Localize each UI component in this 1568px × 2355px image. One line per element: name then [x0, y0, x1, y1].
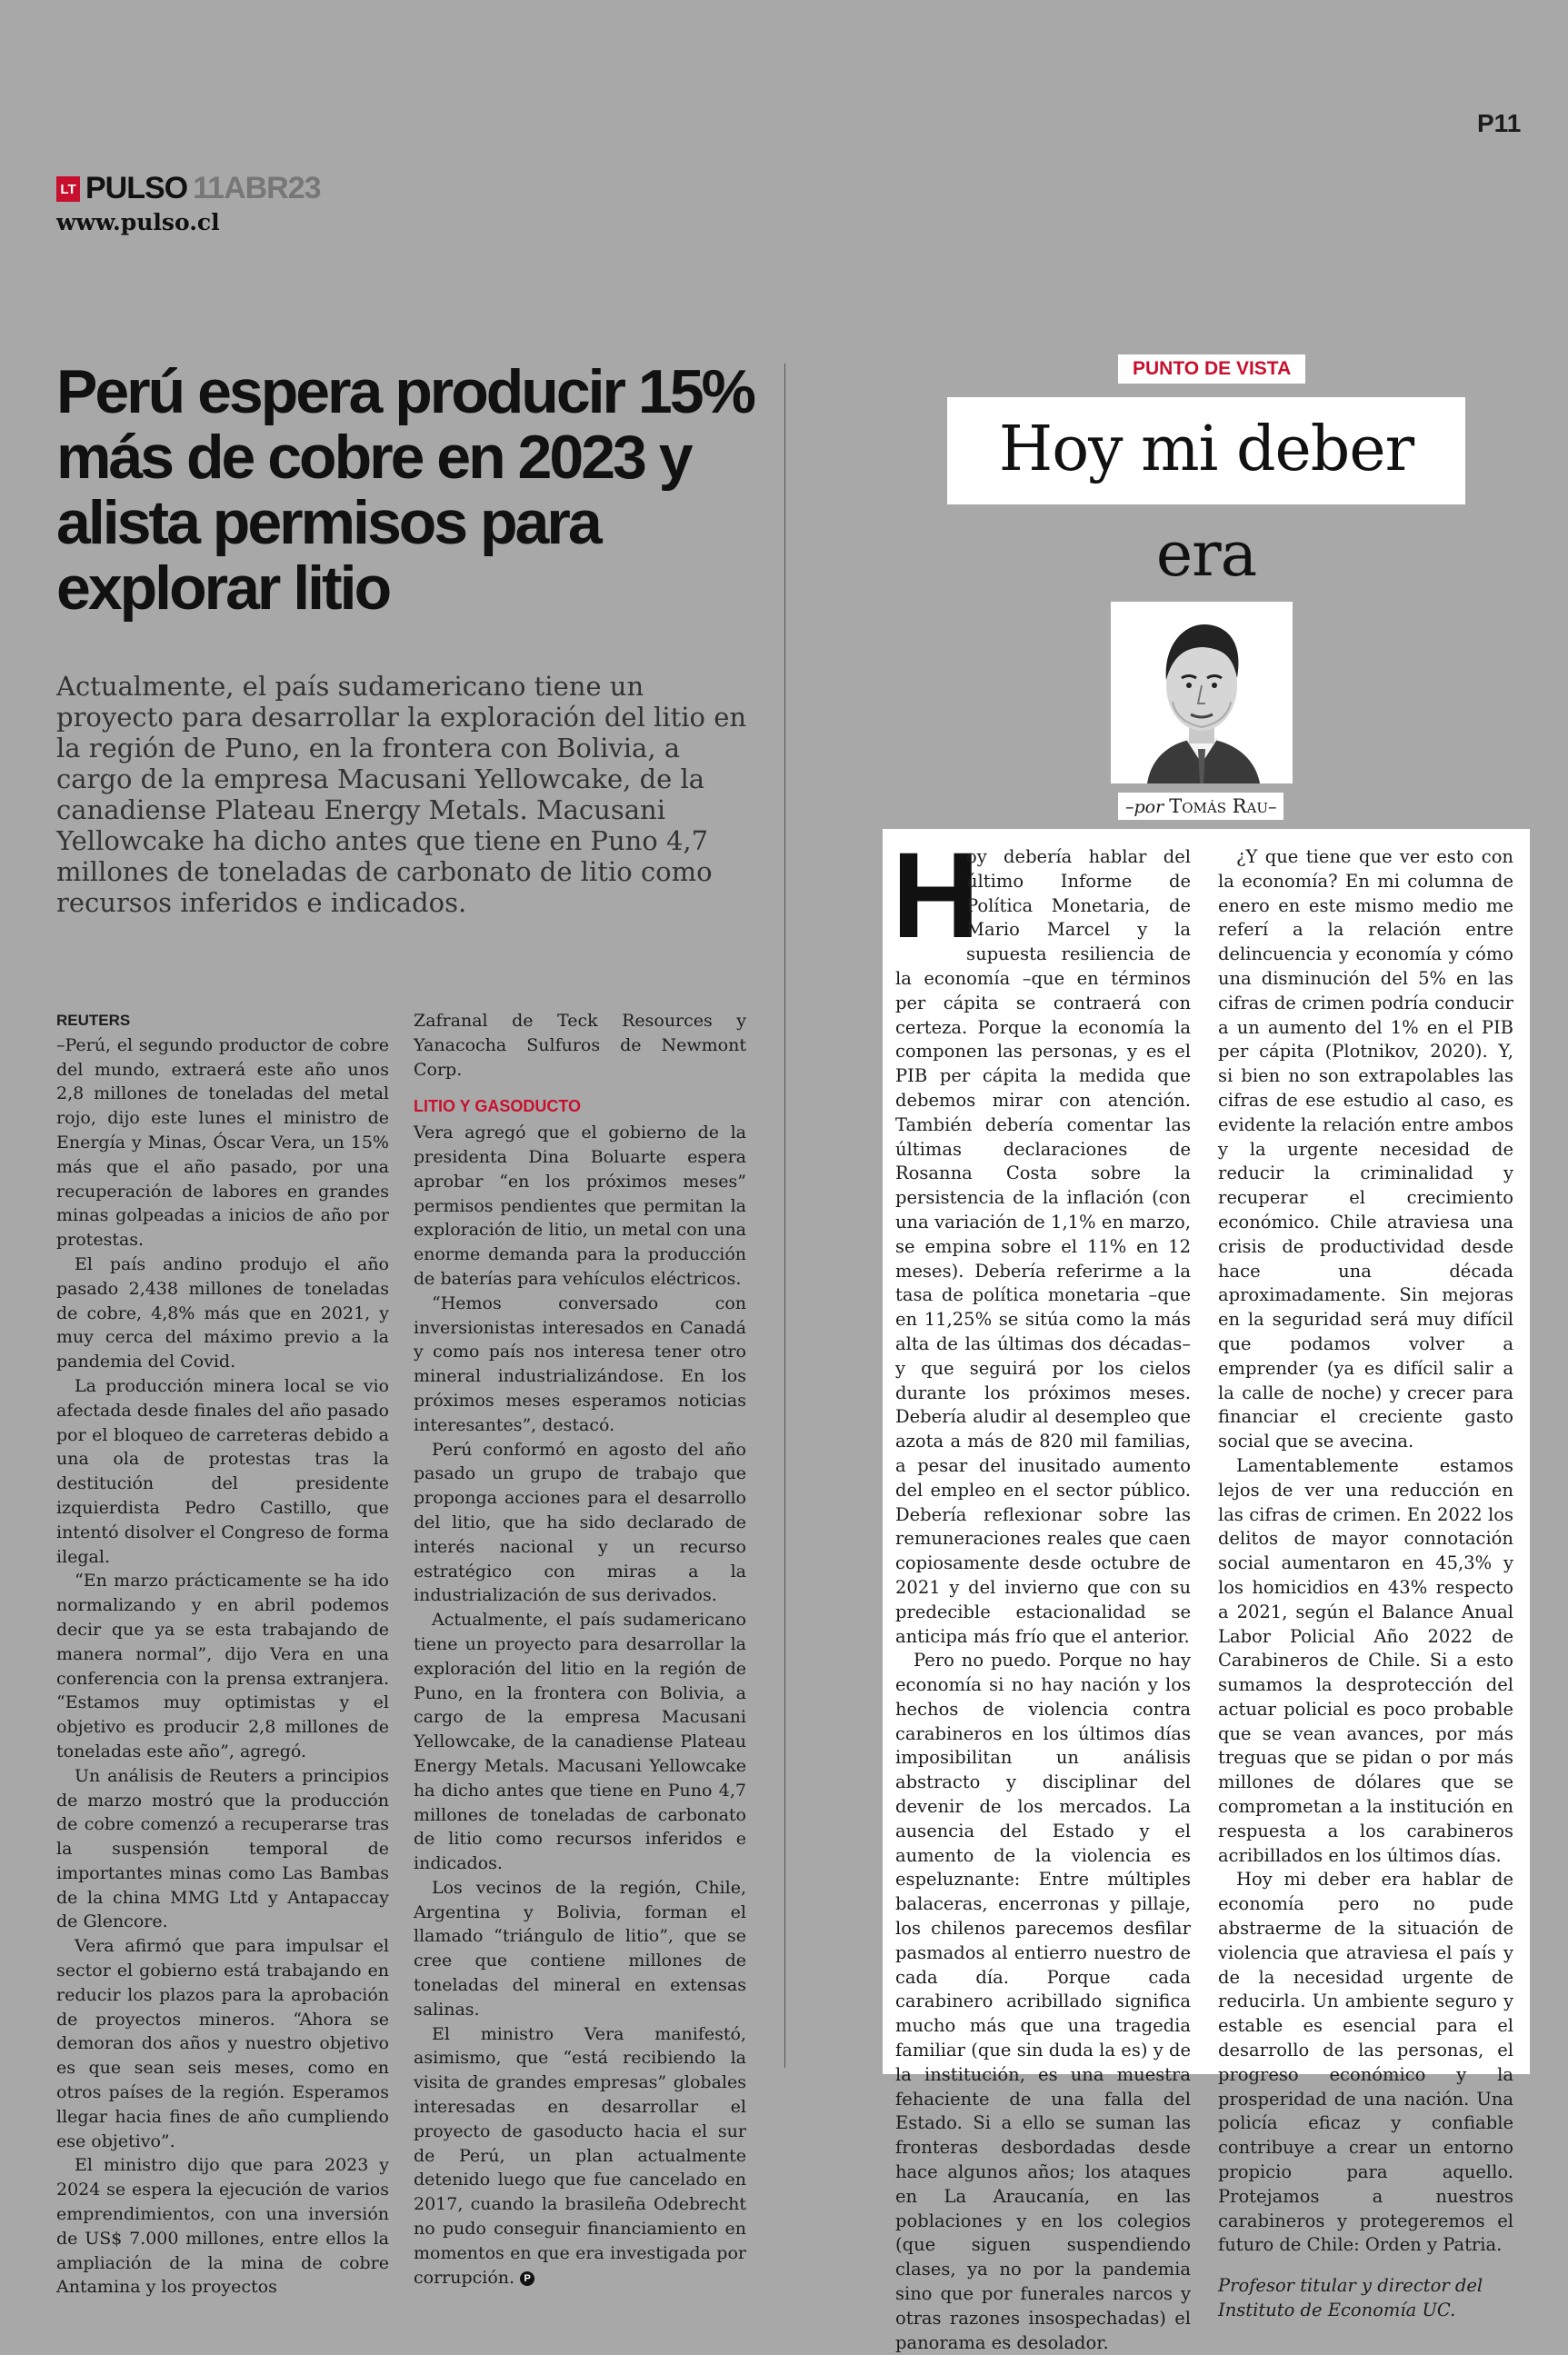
opinion-byline [1118, 793, 1283, 820]
paragraph-text: oy debería hablar del último Informe de Política Monetaria, de Mario Marcel y la supuesta resiliencia de la economía –que en términos per cápita se contraerá con certeza. Porque la economía la componen las personas, y es el PIB per cápita la medida que debemos mirar con atención. También debería comentar las últimas declaraciones de Rosanna Costa sobre la persistencia de la inflación (con una variación de 1,1% en marzo, se empina sobre el 11% en 12 meses). Debería referirme a la tasa de política monetaria –que en 11,25% se sitúa como la más alta de las últimas dos décadas– y que seguirá por los cielos durante los próximos meses. Debería aludir al desempleo que azota a más de 820 mil familias, a pesar del inusitado aumento del empleo en el sector público. Debería reflexionar sobre las remuneraciones reales que caen copiosamente desde octubre de 2021 y del invierno que con su predecible estacionalidad se anticipa más frío que el anterior. [895, 846, 1191, 1647]
article-headline: Perú espera producir 15% más de cobre en 2023 y alista permisos para explorar litio [56, 357, 754, 623]
opinion-kicker: PUNTO DE VISTA [1118, 354, 1305, 384]
paragraph: El ministro dijo que para 2023 y 2024 se espera la ejecución de varios emprendimientos, con una inversión de US$ 7.000 millones, entre ellos la ampliación de la mina de cobre Antamina y los proyectos [56, 2155, 389, 2298]
drop-cap: H [892, 828, 980, 963]
paragraph: ¿Y que tiene que ver esto con la economía? En mi columna de enero en este mismo medio me referí a la relación entre delincuencia y economía y cómo una disminución del 5% en las cifras de crimen podría conducir a un aumento del 1% en el PIB per cápita (Plotnikov, 2020). Y, si bien no son extrapolables las cifras de ese estudio al caso, es evidente la relación entre ambos y la urgente necesidad de reducir la criminalidad y recuperar el crecimiento económico. Chile atraviesa una crisis de productividad desde hace una década aproximadamente. Sin mejoras en la seguridad será muy difícil que podamos volver a emprender (ya es difícil salir a la calle de noche) y crecer para financiar el creciente gasto social que se avecina. [1218, 846, 1513, 1452]
paragraph-last [414, 2022, 746, 2290]
paragraph: Pero no puedo. Porque no hay economía si no hay nación y los hechos de violencia contra carabineros en los últimos días imposibilitan un análisis abstracto y disciplinar del devenir de los mercados. La ausencia del Estado y el aumento de la violencia es espeluznante: Entre múltiples balaceras, encerronas y pillaje, los chilenos parecemos desfilar pasmados al entierro nuestro de cada día. Porque cada carabinero acribillado significa mucho más que una tragedia familiar (que sin duda la es) y de la institución, es una muestra fehaciente de una falla del Estado. Si a ello se suman las fronteras desbordadas desde hace algunos años; los ataques en La Araucanía, en las poblaciones y en los colegios (que siguen suspendiendo clases, ya no por la pandemia sino que por funerales narcos y otras razones insospechadas) el panorama es desolador. [895, 1650, 1191, 2353]
opinion-column-2 [1218, 845, 1513, 2323]
lt-logo: LT [56, 176, 80, 202]
paragraph-first [892, 828, 1191, 1649]
article-byline: REUTERS [56, 1012, 131, 1029]
author-portrait [1111, 602, 1293, 783]
paragraph: “Hemos conversado con inversionistas interesados en Canadá y como país nos interesa tener otro mineral industrializándose. En los próximos meses esperamos noticias interesantes”, destacó. [414, 1292, 746, 1435]
paragraph: Vera agregó que el gobierno de la presidenta Dina Boluarte espera aprobar “en los próximos meses” permisos pendientes que permitan la exploración de litio, un metal con una enorme demanda para la producción de baterías para vehículos eléctricos. [414, 1123, 746, 1289]
author-portrait-illustration [1111, 602, 1293, 783]
paragraph: Lamentablemente estamos lejos de ver una reducción en las cifras de crimen. En 2022 los delitos de mayor connotación social aumentaron en 45,3% y los homicidios en 43% respecto a 2021, según el Balance Anual Labor Policial Año 2022 de Carabineros de Chile. Si a esto sumamos la desprotección del actuar policial es poco probable que se vean avances, por más treguas que se pidan o por más millones de dólares que se comprometan a la institución en respuesta a los carabineros acribillados en los últimos días. [1218, 1454, 1513, 1866]
masthead-title: PULSO [85, 171, 188, 205]
paragraph: El país andino produjo el año pasado 2,438 millones de toneladas de cobre, 4,8% más que en 2021, y muy cerca del máximo previo a la pandemia del Covid. [56, 1253, 389, 1372]
article-column-1 [56, 1009, 389, 2300]
paragraph-text: El ministro Vera manifestó, asimismo, que “está recibiendo la visita de grandes empresas” globales interesadas en desarrollar el proyecto de gasoducto hacia el sur de Perú, un plan actualmente detenido luego que fue cancelado en 2017, cuando la brasileña Odebrecht no pudo conseguir financiamiento en momentos en que era investigada por corrupción. [414, 2023, 746, 2288]
masthead [56, 171, 321, 206]
column-divider [784, 364, 785, 2068]
paragraph: Actualmente, el país sudamericano tiene un proyecto para desarrollar la exploración del litio en la región de Puno, en la frontera con Bolivia, a cargo de la empresa Macusani Yellowcake, de la canadiense Plateau Energy Metals. Macusani Yellowcake ha dicho antes que tiene en Puno 4,7 millones de toneladas de carbonato de litio como recursos inferidos e indicados. [414, 1610, 746, 1874]
website-url: www.pulso.cl [56, 209, 220, 235]
opinion-title: Hoy mi deber era [998, 414, 1414, 591]
author-name: Tomás Rau [1169, 795, 1268, 817]
paragraph: –Perú, el segundo productor de cobre del mundo, extraerá este año unos 2,8 millones de toneladas del metal rojo, dijo este lunes el ministro de Energía y Minas, Óscar Vera, un 15% más que el año pasado, por una recuperación de labores en grandes minas golpeadas a inicios de año por protestas. [56, 1034, 389, 1251]
byline-suffix: – [1267, 797, 1277, 817]
paragraph: Hoy mi deber era hablar de economía pero no pude abstraerme de la situación de violencia que atraviesa el país y de la necesidad urgente de reducirla. Un ambiente seguro y estable es esencial para el desarrollo de las personas, el progreso económico y la prosperidad de una nación. Una policía eficaz y confiable contribuye a crear un entorno propicio para aquello. Protejamos a nuestros carabineros y protegeremos el futuro de Chile: Orden y Patria. [1218, 1869, 1513, 2256]
paragraph: La producción minera local se vio afectada desde finales del año pasado por el bloqueo de carreteras debido a una ola de protestas tras la destitución del presidente izquierdista Pedro Castillo, que intentó disolver el Congreso de forma ilegal. [56, 1375, 389, 1567]
paragraph: Un análisis de Reuters a principios de marzo mostró que la producción de cobre comenzó a recuperarse tras la suspensión temporal de importantes minas como Las Bambas de la china MMG Ltd y Antapaccay de Glencore. [56, 1765, 389, 1932]
end-mark-icon: P [520, 2271, 534, 2286]
paragraph: Perú conformó en agosto del año pasado un grupo de trabajo que proponga acciones para el desarrollo del litio, que ha sido declarado de interés nacional y un recurso estratégico con miras a la industrialización de sus derivados. [414, 1439, 746, 1606]
paragraph: Vera afirmó que para impulsar el sector el gobierno está trabajando en reducir los plazos para la aprobación de proyectos mineros. “Ahora se demoran dos años y nuestro objetivo es que sean seis meses, como en otros países de la región. Esperamos llegar hacia fines de año cumpliendo ese objetivo”. [56, 1936, 389, 2151]
page-number: P11 [1477, 109, 1522, 137]
article-column-2 [414, 1009, 746, 2290]
author-credits: Profesor titular y director del Instituto de Economía UC. [1218, 2275, 1483, 2321]
opinion-column-1 [892, 828, 1191, 2355]
paragraph: “En marzo prácticamente se ha ido normalizando y en abril podemos decir que ya se esta trabajando de manera normal”, dijo Vera en una conferencia con la prensa extranjera. “Estamos muy optimistas y el objetivo es producir 2,8 millones de toneladas este año”, agregó. [56, 1571, 389, 1761]
byline-prefix: –por [1125, 797, 1164, 817]
article-subhead: LITIO Y GASODUCTO [414, 1097, 582, 1116]
article-deck: Actualmente, el país sudamericano tiene un proyecto para desarrollar la exploración del litio en la región de Puno, en la frontera con Bolivia, a cargo de la empresa Macusani Yellowcake, de la canadiense Plateau Energy Metals. Macusani Yellowcake ha dicho antes que tiene en Puno 4,7 millones de toneladas de carbonato de litio como recursos inferidos e indicados. [56, 671, 747, 918]
paragraph: Zafranal de Teck Resources y Yanacocha Sulfuros de Newmont Corp. [414, 1011, 746, 1080]
paragraph: Los vecinos de la región, Chile, Argentina y Bolivia, forman el llamado “triángulo de litio”, que se cree que contiene millones de toneladas del mineral en extensas salinas. [414, 1877, 746, 2020]
masthead-date: 11ABR23 [193, 171, 321, 205]
